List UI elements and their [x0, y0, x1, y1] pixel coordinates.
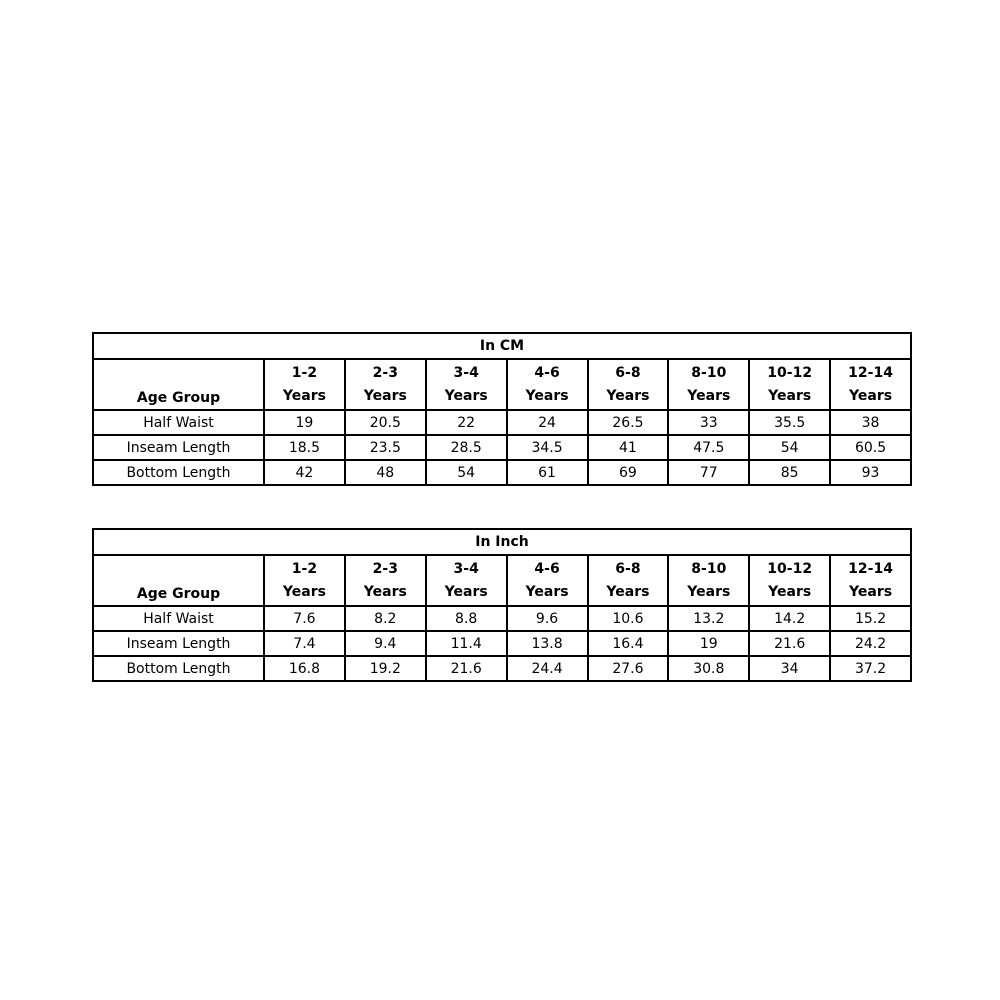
table-cell: 18.5 [264, 435, 345, 460]
table-cell: 28.5 [426, 435, 507, 460]
table-cell: 19 [264, 410, 345, 435]
age-range: 8-10 [691, 364, 727, 381]
table-cell: 16.8 [264, 656, 345, 681]
age-unit: Years [282, 387, 326, 404]
age-column-header [749, 555, 830, 606]
table-cell: 14.2 [749, 606, 830, 631]
age-column-header [345, 359, 426, 410]
table-cell: 7.6 [264, 606, 345, 631]
table-cell: 22 [426, 410, 507, 435]
table-cell: 8.2 [345, 606, 426, 631]
table-cell: 35.5 [749, 410, 830, 435]
table-cell: 8.8 [426, 606, 507, 631]
size-table-cm [92, 332, 912, 486]
age-range: 1-2 [291, 364, 318, 381]
table-cell: 26.5 [588, 410, 669, 435]
row-label: Bottom Length [93, 656, 264, 681]
table-row [93, 631, 911, 656]
table-cell: 38 [830, 410, 911, 435]
table-row [93, 460, 911, 485]
age-unit: Years [849, 387, 893, 404]
age-unit: Years [525, 387, 569, 404]
age-unit: Years [606, 583, 650, 600]
age-range: 12-14 [848, 560, 893, 577]
age-unit: Years [444, 583, 488, 600]
age-unit: Years [444, 387, 488, 404]
age-column-header [749, 359, 830, 410]
age-column-header [830, 555, 911, 606]
table-cell: 9.6 [507, 606, 588, 631]
table-cell: 37.2 [830, 656, 911, 681]
age-unit: Years [849, 583, 893, 600]
table-cell: 13.2 [668, 606, 749, 631]
table-cell: 13.8 [507, 631, 588, 656]
row-header-label: Age Group [93, 555, 264, 606]
age-unit: Years [525, 583, 569, 600]
row-label: Half Waist [93, 410, 264, 435]
row-label: Inseam Length [93, 435, 264, 460]
table-row [93, 435, 911, 460]
table-cell: 41 [588, 435, 669, 460]
table-cell: 27.6 [588, 656, 669, 681]
age-unit: Years [768, 583, 812, 600]
age-range: 3-4 [453, 560, 479, 577]
table-title: In CM [93, 333, 911, 359]
table-cell: 54 [749, 435, 830, 460]
table-cell: 34.5 [507, 435, 588, 460]
age-column-header [830, 359, 911, 410]
age-range: 12-14 [848, 364, 893, 381]
age-range: 3-4 [453, 364, 479, 381]
age-range: 8-10 [691, 560, 727, 577]
table-title: In Inch [93, 529, 911, 555]
age-unit: Years [363, 387, 407, 404]
age-column-header [426, 359, 507, 410]
age-column-header [426, 555, 507, 606]
age-range: 4-6 [534, 364, 560, 381]
table-cell: 23.5 [345, 435, 426, 460]
age-range: 2-3 [372, 560, 398, 577]
table-cell: 61 [507, 460, 588, 485]
table-row [93, 606, 911, 631]
table-cell: 93 [830, 460, 911, 485]
table-cell: 10.6 [588, 606, 669, 631]
age-range: 6-8 [615, 364, 641, 381]
table-cell: 21.6 [749, 631, 830, 656]
table-cell: 77 [668, 460, 749, 485]
age-unit: Years [363, 583, 407, 600]
age-column-header [668, 555, 749, 606]
age-range: 4-6 [534, 560, 560, 577]
header-row [93, 555, 911, 606]
table-cell: 85 [749, 460, 830, 485]
table-cell: 15.2 [830, 606, 911, 631]
table-cell: 24.4 [507, 656, 588, 681]
table-cell: 21.6 [426, 656, 507, 681]
table-cell: 33 [668, 410, 749, 435]
age-unit: Years [687, 583, 731, 600]
row-label: Inseam Length [93, 631, 264, 656]
table-cell: 47.5 [668, 435, 749, 460]
row-header-label: Age Group [93, 359, 264, 410]
size-table-inch [92, 528, 912, 682]
age-range: 6-8 [615, 560, 641, 577]
table-cell: 54 [426, 460, 507, 485]
table-cell: 42 [264, 460, 345, 485]
age-range: 10-12 [767, 560, 813, 577]
age-column-header [588, 555, 669, 606]
age-column-header [345, 555, 426, 606]
table-cell: 16.4 [588, 631, 669, 656]
table-cell: 20.5 [345, 410, 426, 435]
age-column-header [507, 555, 588, 606]
table-cell: 19 [668, 631, 749, 656]
table-cell: 11.4 [426, 631, 507, 656]
age-column-header [264, 555, 345, 606]
table-cell: 48 [345, 460, 426, 485]
header-row [93, 359, 911, 410]
row-label: Half Waist [93, 606, 264, 631]
age-range: 1-2 [291, 560, 318, 577]
table-cell: 24 [507, 410, 588, 435]
age-column-header [668, 359, 749, 410]
table-cell: 69 [588, 460, 669, 485]
table-cell: 24.2 [830, 631, 911, 656]
age-column-header [264, 359, 345, 410]
table-cell: 30.8 [668, 656, 749, 681]
age-unit: Years [606, 387, 650, 404]
age-range: 10-12 [767, 364, 813, 381]
age-unit: Years [687, 387, 731, 404]
age-column-header [507, 359, 588, 410]
age-unit: Years [768, 387, 812, 404]
table-cell: 60.5 [830, 435, 911, 460]
table-row [93, 410, 911, 435]
age-column-header [588, 359, 669, 410]
table-cell: 7.4 [264, 631, 345, 656]
row-label: Bottom Length [93, 460, 264, 485]
table-cell: 34 [749, 656, 830, 681]
table-row [93, 656, 911, 681]
table-cell: 9.4 [345, 631, 426, 656]
table-cell: 19.2 [345, 656, 426, 681]
age-range: 2-3 [372, 364, 398, 381]
age-unit: Years [282, 583, 326, 600]
